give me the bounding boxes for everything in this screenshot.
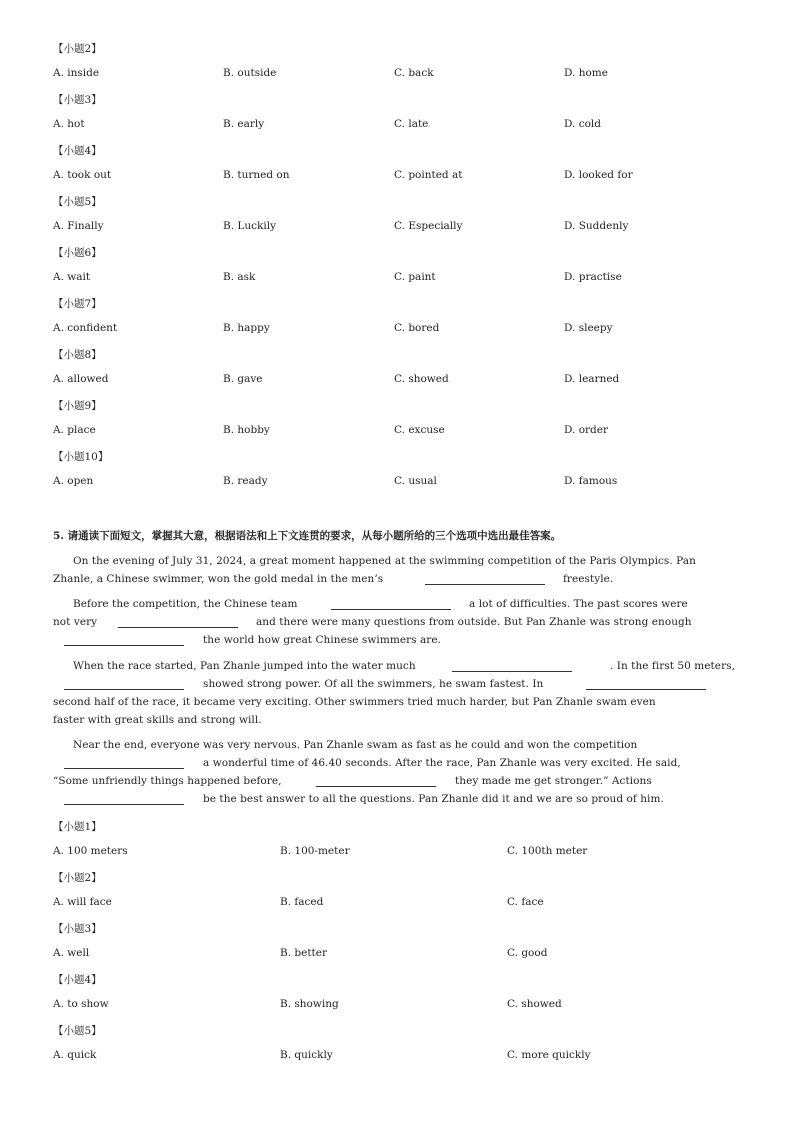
- option-b[interactable]: B. gave: [223, 373, 263, 385]
- option-a[interactable]: A. Finally: [53, 220, 104, 232]
- passage-line: be the best answer to all the questions. Pan Zhanle did it and we are so proud of him.: [203, 793, 664, 805]
- option-c[interactable]: C. late: [394, 118, 429, 130]
- option-c[interactable]: C. showed: [394, 373, 449, 385]
- option-a[interactable]: A. took out: [53, 169, 112, 181]
- option-c[interactable]: C. showed: [507, 998, 562, 1010]
- option-c[interactable]: C. paint: [394, 271, 436, 283]
- blank-5[interactable]: [452, 671, 572, 672]
- blank-9[interactable]: [316, 786, 436, 787]
- passage-line: faster with great skills and strong will.: [53, 714, 262, 726]
- question-label: 【小题5】: [53, 196, 102, 208]
- option-a[interactable]: A. hot: [53, 118, 85, 130]
- question-label: 【小题9】: [53, 400, 102, 412]
- passage-line: not very: [53, 616, 98, 628]
- blank-6[interactable]: [64, 689, 184, 690]
- option-d[interactable]: D. home: [564, 67, 608, 79]
- option-a[interactable]: A. inside: [53, 67, 100, 79]
- option-b[interactable]: B. ready: [223, 475, 268, 487]
- question-label: 【小题5】: [53, 1025, 102, 1037]
- option-b[interactable]: B. ask: [223, 271, 256, 283]
- option-c[interactable]: C. excuse: [394, 424, 445, 436]
- question-label: 【小题2】: [53, 872, 102, 884]
- option-c[interactable]: C. 100th meter: [507, 845, 588, 857]
- question-label: 【小题3】: [53, 94, 102, 106]
- passage-line: showed strong power. Of all the swimmers, he swam fastest. In: [203, 678, 544, 690]
- option-a[interactable]: A. confident: [53, 322, 118, 334]
- question-label: 【小题6】: [53, 247, 102, 259]
- question-label: 【小题2】: [53, 43, 102, 55]
- option-a[interactable]: A. open: [53, 475, 94, 487]
- blank-4[interactable]: [64, 645, 184, 646]
- option-a[interactable]: A. 100 meters: [53, 845, 128, 857]
- passage-line: When the race started, Pan Zhanle jumped into the water much: [73, 660, 416, 672]
- option-b[interactable]: B. 100-meter: [280, 845, 350, 857]
- option-c[interactable]: C. back: [394, 67, 434, 79]
- option-c[interactable]: C. usual: [394, 475, 437, 487]
- passage-line: second half of the race, it became very exciting. Other swimmers tried much harder, but Pan Zhanle swam even: [53, 696, 656, 708]
- question-label: 【小题7】: [53, 298, 102, 310]
- option-b[interactable]: B. better: [280, 947, 327, 959]
- option-d[interactable]: D. sleepy: [564, 322, 613, 334]
- option-d[interactable]: D. Suddenly: [564, 220, 629, 232]
- passage-line: . In the first 50 meters,: [610, 660, 735, 672]
- option-a[interactable]: A. will face: [53, 896, 112, 908]
- option-a[interactable]: A. well: [53, 947, 90, 959]
- passage-line: Before the competition, the Chinese team: [73, 598, 298, 610]
- option-a[interactable]: A. wait: [53, 271, 91, 283]
- passage-line: Near the end, everyone was very nervous. Pan Zhanle swam as fast as he could and won the competition: [73, 739, 638, 751]
- option-d[interactable]: D. learned: [564, 373, 620, 385]
- option-c[interactable]: C. bored: [394, 322, 440, 334]
- option-d[interactable]: D. order: [564, 424, 609, 436]
- option-b[interactable]: B. quickly: [280, 1049, 333, 1061]
- option-b[interactable]: B. Luckily: [223, 220, 277, 232]
- option-c[interactable]: C. more quickly: [507, 1049, 591, 1061]
- blank-3[interactable]: [118, 627, 238, 628]
- passage-line: and there were many questions from outside. But Pan Zhanle was strong enough: [256, 616, 692, 628]
- blank-10[interactable]: [64, 804, 184, 805]
- option-b[interactable]: B. turned on: [223, 169, 290, 181]
- option-d[interactable]: D. looked for: [564, 169, 633, 181]
- question-label: 【小题4】: [53, 974, 102, 986]
- option-c[interactable]: C. Especially: [394, 220, 463, 232]
- option-b[interactable]: B. showing: [280, 998, 339, 1010]
- blank-2[interactable]: [331, 609, 451, 610]
- option-b[interactable]: B. early: [223, 118, 265, 130]
- option-b[interactable]: B. happy: [223, 322, 270, 334]
- blank-8[interactable]: [64, 768, 184, 769]
- option-a[interactable]: A. to show: [53, 998, 109, 1010]
- passage-line: the world how great Chinese swimmers are.: [203, 634, 442, 646]
- option-a[interactable]: A. allowed: [53, 373, 109, 385]
- option-c[interactable]: C. pointed at: [394, 169, 463, 181]
- option-a[interactable]: A. place: [53, 424, 96, 436]
- option-c[interactable]: C. good: [507, 947, 548, 959]
- option-b[interactable]: B. outside: [223, 67, 277, 79]
- passage-line: they made me get stronger.” Actions: [455, 775, 652, 787]
- question-label: 【小题4】: [53, 145, 102, 157]
- question-label: 【小题10】: [53, 451, 109, 463]
- passage-line: a lot of difficulties. The past scores were: [469, 598, 688, 610]
- question-label: 【小题1】: [53, 821, 102, 833]
- option-b[interactable]: B. faced: [280, 896, 324, 908]
- question-label: 【小题3】: [53, 923, 102, 935]
- passage-line: On the evening of July 31, 2024, a great moment happened at the swimming competition of the Paris Olympics. Pan: [73, 555, 696, 567]
- option-d[interactable]: D. famous: [564, 475, 618, 487]
- option-a[interactable]: A. quick: [53, 1049, 97, 1061]
- passage-line: “Some unfriendly things happened before,: [53, 775, 282, 787]
- option-d[interactable]: D. cold: [564, 118, 602, 130]
- passage-line: a wonderful time of 46.40 seconds. After the race, Pan Zhanle was very excited. He said,: [203, 757, 681, 769]
- blank-7[interactable]: [586, 689, 706, 690]
- passage-line: freestyle.: [563, 573, 614, 585]
- section-title: 5. 请通读下面短文，掌握其大意，根据语法和上下文连贯的要求，从每小题所给的三个选项中选出最佳答案。: [53, 530, 562, 542]
- passage-line: Zhanle, a Chinese swimmer, won the gold medal in the men’s: [53, 573, 384, 585]
- option-b[interactable]: B. hobby: [223, 424, 270, 436]
- question-label: 【小题8】: [53, 349, 102, 361]
- blank-1[interactable]: [425, 584, 545, 585]
- option-c[interactable]: C. face: [507, 896, 544, 908]
- option-d[interactable]: D. practise: [564, 271, 622, 283]
